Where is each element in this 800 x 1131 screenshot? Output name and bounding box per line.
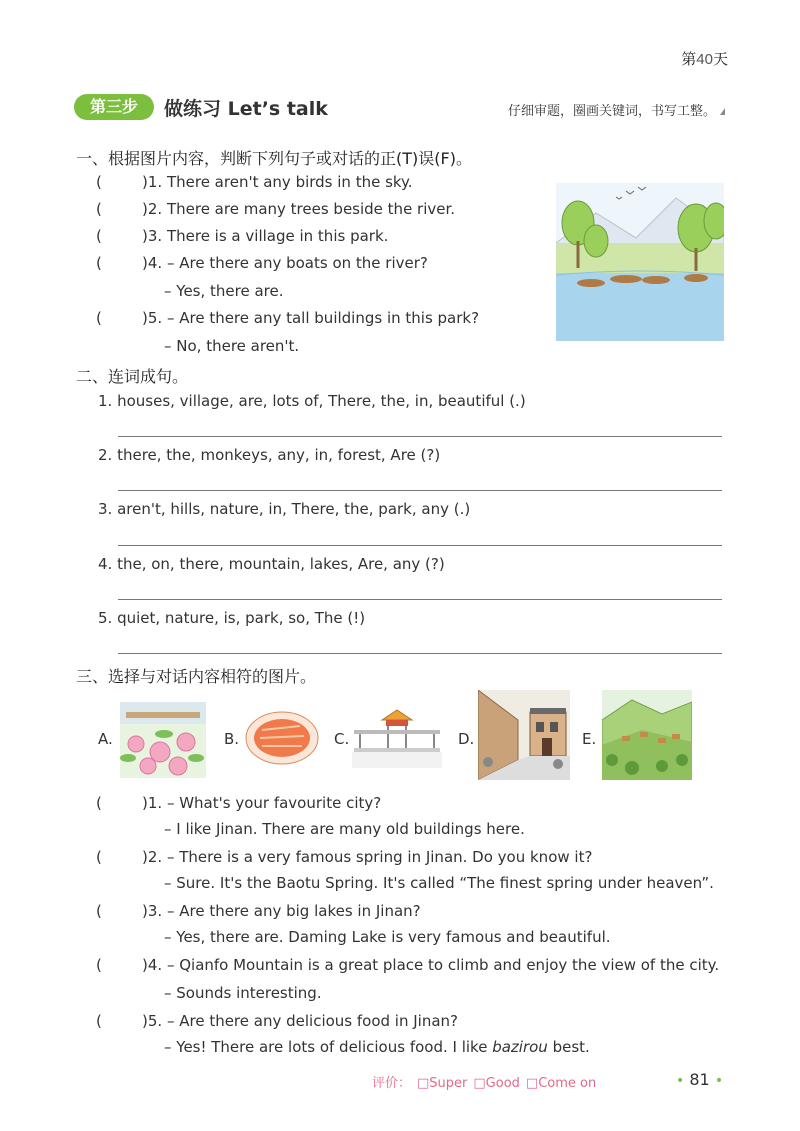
day-label: 第40天 [681,50,728,68]
s2-item-2: 2. there, the, monkeys, any, in, forest, Are (?) [98,446,441,464]
answer-paren: ( [96,956,102,974]
tip-text: 仔细审题，圈画关键词，书写工整。 [508,104,717,119]
answer-line[interactable] [118,653,722,654]
option-d-label: D. [458,730,475,748]
s2-item-1: 1. houses, village, are, lots of, There, the, in, beautiful (.) [98,392,526,410]
answer-paren: ( [96,1012,102,1030]
option-b-label: B. [224,730,240,748]
s2-item-5: 5. quiet, nature, is, park, so, The (!) [98,609,366,627]
answer-paren: ( [96,227,102,245]
triangle-icon [720,108,725,115]
comeon-checkbox[interactable]: □Come on [525,1076,597,1091]
answer-paren: ( [96,848,102,866]
s3-item-2-answer: – Sure. It's the Baotu Spring. It's called “The finest spring under heaven”. [164,874,714,892]
answer-line[interactable] [118,490,722,491]
step-title: 做练习 Let’s talk [164,98,328,120]
evaluation-bar: 评价： □Super □Good □Come on [372,1076,597,1091]
section1-title: 一、根据图片内容，判断下列句子或对话的正(T)误(F)。 [76,149,472,168]
s1-item-4-answer: – Yes, there are. [164,282,284,300]
s3-item-5: )5. – Are there any delicious food in Jinan? [142,1012,459,1030]
s2-item-3: 3. aren't, hills, nature, in, There, the, park, any (.) [98,500,471,518]
answer-paren: ( [96,902,102,920]
answer-paren: ( [96,309,102,327]
s2-item-4: 4. the, on, there, mountain, lakes, Are, any (?) [98,555,445,573]
s1-item-2: )2. There are many trees beside the river. [142,200,456,218]
step-badge: 第三步 [74,94,154,120]
old-buildings-image [478,690,570,780]
super-checkbox[interactable]: □Super [417,1076,468,1091]
answer-paren: ( [96,254,102,272]
s1-item-5: )5. – Are there any tall buildings in this park? [142,309,480,327]
s3-item-1: )1. – What's your favourite city? [142,794,382,812]
answer-paren: ( [96,794,102,812]
park-illustration [556,183,724,341]
good-checkbox[interactable]: □Good [473,1076,520,1091]
answer-line[interactable] [118,599,722,600]
s1-item-3: )3. There is a village in this park. [142,227,389,245]
s3-item-3: )3. – Are there any big lakes in Jinan? [142,902,421,920]
s1-item-5-answer: – No, there aren't. [164,337,300,355]
page-number: • 81 • [676,1070,724,1089]
s1-item-1: )1. There aren't any birds in the sky. [142,173,413,191]
s3-item-4-answer: – Sounds interesting. [164,984,322,1002]
bazirou-dish-image [244,710,320,766]
s3-item-4: )4. – Qianfo Mountain is a great place to climb and enjoy the view of the city. [142,956,720,974]
answer-line[interactable] [118,436,722,437]
lotus-lake-image [120,702,206,778]
mountain-image [602,690,692,780]
section3-title: 三、选择与对话内容相符的图片。 [76,667,317,686]
s3-item-2: )2. – There is a very famous spring in Jinan. Do you know it? [142,848,593,866]
option-e-label: E. [582,730,597,748]
option-c-label: C. [334,730,350,748]
answer-paren: ( [96,173,102,191]
s3-item-3-answer: – Yes, there are. Daming Lake is very famous and beautiful. [164,928,611,946]
answer-line[interactable] [118,545,722,546]
s3-item-1-answer: – I like Jinan. There are many old buildings here. [164,820,525,838]
pavilion-image [352,706,442,768]
s3-item-5-answer: – Yes! There are lots of delicious food. I like bazirou best. [164,1038,590,1056]
answer-paren: ( [96,200,102,218]
option-a-label: A. [98,730,113,748]
section2-title: 二、连词成句。 [76,367,189,386]
s1-item-4: )4. – Are there any boats on the river? [142,254,428,272]
